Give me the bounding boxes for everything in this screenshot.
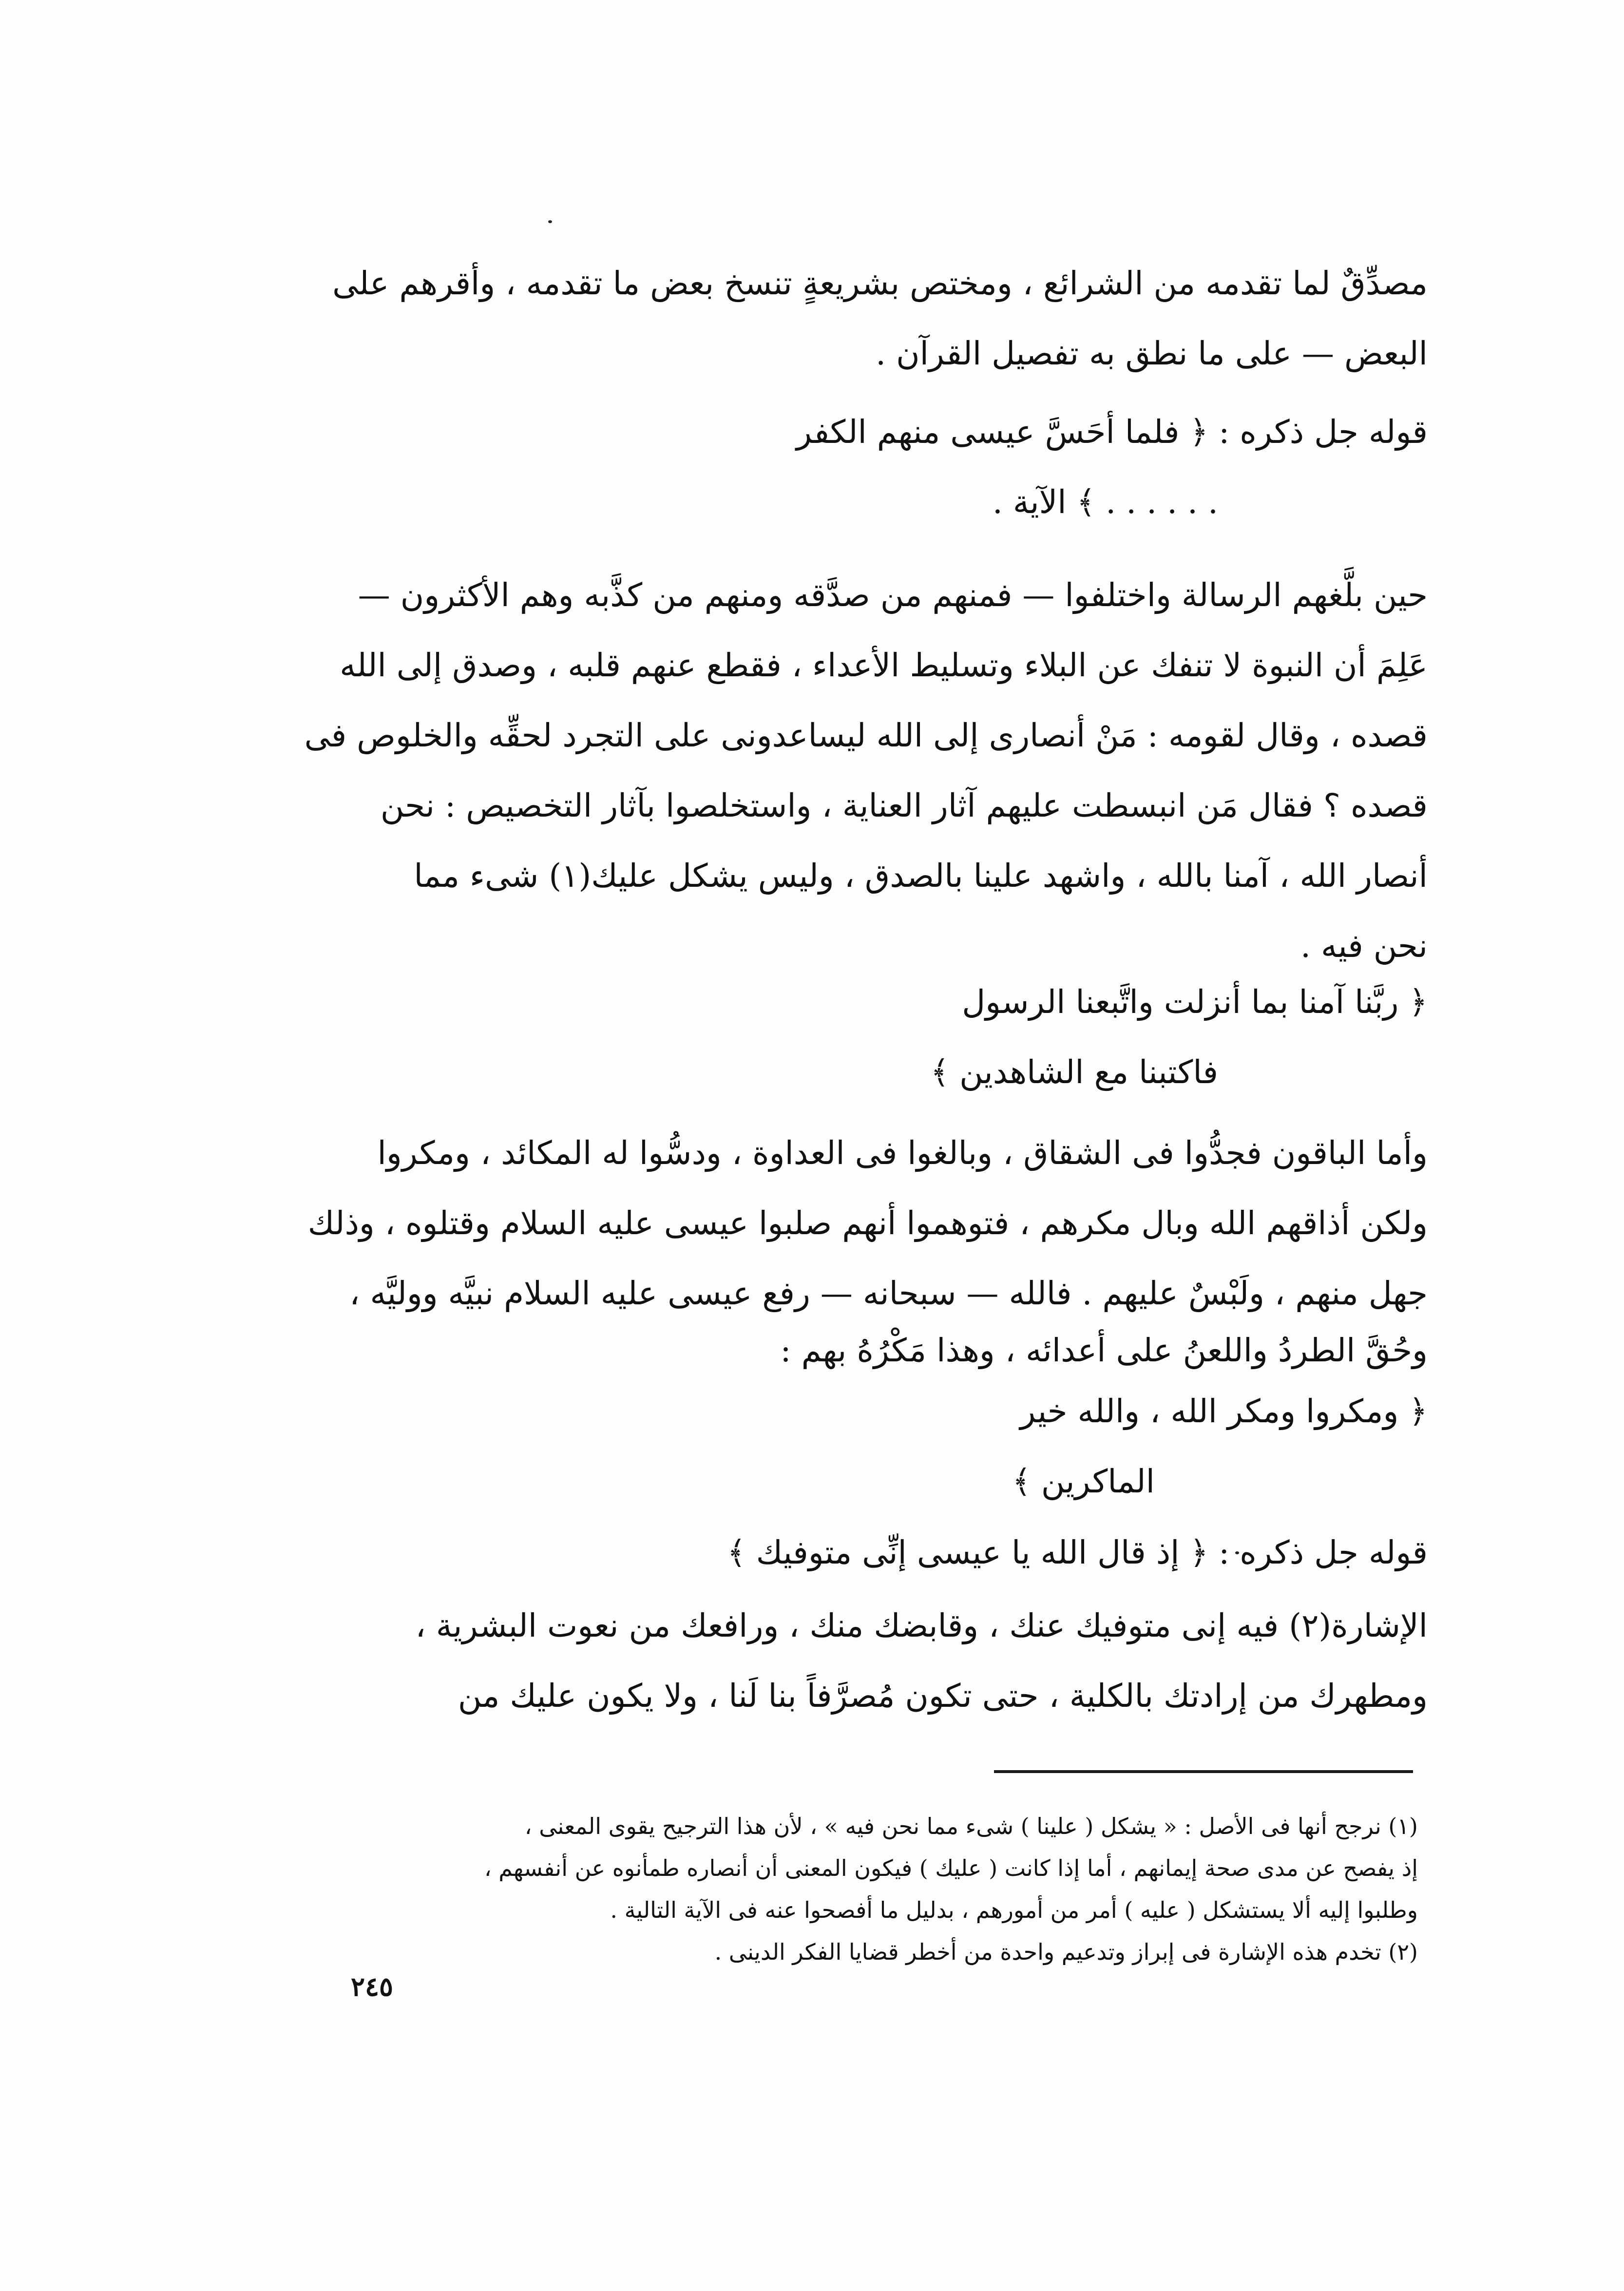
text-line: نحن فيه . bbox=[1300, 927, 1428, 965]
text-line: مصدِّقٌ لما تقدمه من الشرائع ، ومختص بشريعةٍ تنسخ بعض ما تقدمه ، وأقرهم على bbox=[332, 265, 1428, 302]
text-line: ولكن أذاقهم الله وبال مكرهم ، فتوهموا أنهم صلبوا عيسى عليه السلام وقتلوه ، وذلك bbox=[307, 1204, 1428, 1242]
text-line: حين بلَّغهم الرسالة واختلفوا — فمنهم من صدَّقه ومنهم من كذَّبه وهم الأكثرون — bbox=[358, 576, 1428, 614]
paragraph-commentary-3 bbox=[287, 1591, 1428, 1731]
text-line: قصده ، وقال لقومه : مَنْ أنصارى إلى الله ليساعدونى على التجرد لحقِّه والخلوص فى bbox=[304, 717, 1428, 754]
text-line: الإشارة(٢) فيه إنى متوفيك عنك ، وقابضك منك ، ورافعك من نعوت البشرية ، bbox=[415, 1607, 1428, 1644]
scan-speck bbox=[548, 220, 552, 223]
text-line: ﴿ ومكروا ومكر الله ، والله خير bbox=[1020, 1393, 1428, 1430]
text-line: وأما الباقون فجدُّوا فى الشقاق ، وبالغوا فى العداوة ، ودسُّوا له المكائد ، ومكروا bbox=[377, 1134, 1428, 1172]
text-line: جهل منهم ، ولَبْسٌ عليهم . فالله — سبحانه — رفع عيسى عليه السلام نبيَّه ووليَّه ، bbox=[349, 1275, 1428, 1312]
text-line: عَلِمَ أن النبوة لا تنفك عن البلاء وتسليط الأعداء ، فقطع عنهم قلبه ، وصدق إلى الله bbox=[340, 647, 1428, 684]
footnotes bbox=[287, 1805, 1418, 1973]
text-line: ومطهرك من إرادتك بالكلية ، حتى تكون مُصرَّفاً بنا لَنا ، ولا يكون عليك من bbox=[458, 1677, 1428, 1715]
page-number: ٢٤٥ bbox=[351, 1971, 394, 2002]
footnote-separator bbox=[994, 1770, 1413, 1773]
quoted-verse-1 bbox=[287, 967, 1428, 1107]
text-line: قصده ؟ فقال مَن انبسطت عليهم آثار العناية ، واستخلصوا بآثار التخصيص : نحن bbox=[380, 787, 1428, 824]
paragraph-commentary-1 bbox=[287, 560, 1428, 981]
text-line: وحُقَّ الطردُ واللعنُ على أعدائه ، وهذا مَكْرُهُ بهم : bbox=[780, 1332, 1428, 1369]
footnote-line: (١) نرجح أنها فى الأصل : « يشكل ( علينا ) شىء مما نحن فيه » ، لأن هذا الترجيح يقوى المعنى ، bbox=[524, 1813, 1418, 1839]
quoted-verse-2 bbox=[287, 1376, 1428, 1517]
text-line: . . . . . . ﴾ الآية . bbox=[992, 483, 1218, 521]
text-line: البعض — على ما نطق به تفصيل القرآن . bbox=[876, 335, 1428, 372]
paragraph-1 bbox=[287, 248, 1428, 389]
text-line: قوله جل ذكره : ﴿ إذ قال الله يا عيسى إنِّى متوفيك ﴾ bbox=[727, 1534, 1428, 1571]
text-line: قوله جل ذكره : ﴿ فلما أحَسَّ عيسى منهم الكفر bbox=[796, 413, 1428, 451]
paragraph-commentary-2 bbox=[287, 1118, 1428, 1373]
text-line: أنصار الله ، آمنا بالله ، واشهد علينا بالصدق ، وليس يشكل عليك(١) شىء مما bbox=[414, 857, 1428, 895]
text-line: فاكتبنا مع الشاهدين ﴾ bbox=[930, 1053, 1218, 1091]
footnote-line: إذ يفصح عن مدى صحة إيمانهم ، أما إذا كانت ( عليك ) فيكون المعنى أن أنصاره طمأنوه عن أنفسهم ، bbox=[484, 1855, 1418, 1881]
footnote-line: وطلبوا إليه ألا يستشكل ( عليه ) أمر من أمورهم ، بدليل ما أفصحوا عنه فى الآية التالية . bbox=[610, 1897, 1418, 1923]
text-line: ﴿ ربَّنا آمنا بما أنزلت واتَّبعنا الرسول bbox=[962, 983, 1428, 1021]
verse-heading-2 bbox=[287, 1518, 1428, 1588]
verse-heading-1 bbox=[287, 397, 1428, 537]
footnote-line: (٢) تخدم هذه الإشارة فى إبراز وتدعيم واحدة من أخطر قضايا الفكر الدينى . bbox=[714, 1939, 1418, 1965]
text-line: الماكرين ﴾ bbox=[1012, 1463, 1155, 1500]
